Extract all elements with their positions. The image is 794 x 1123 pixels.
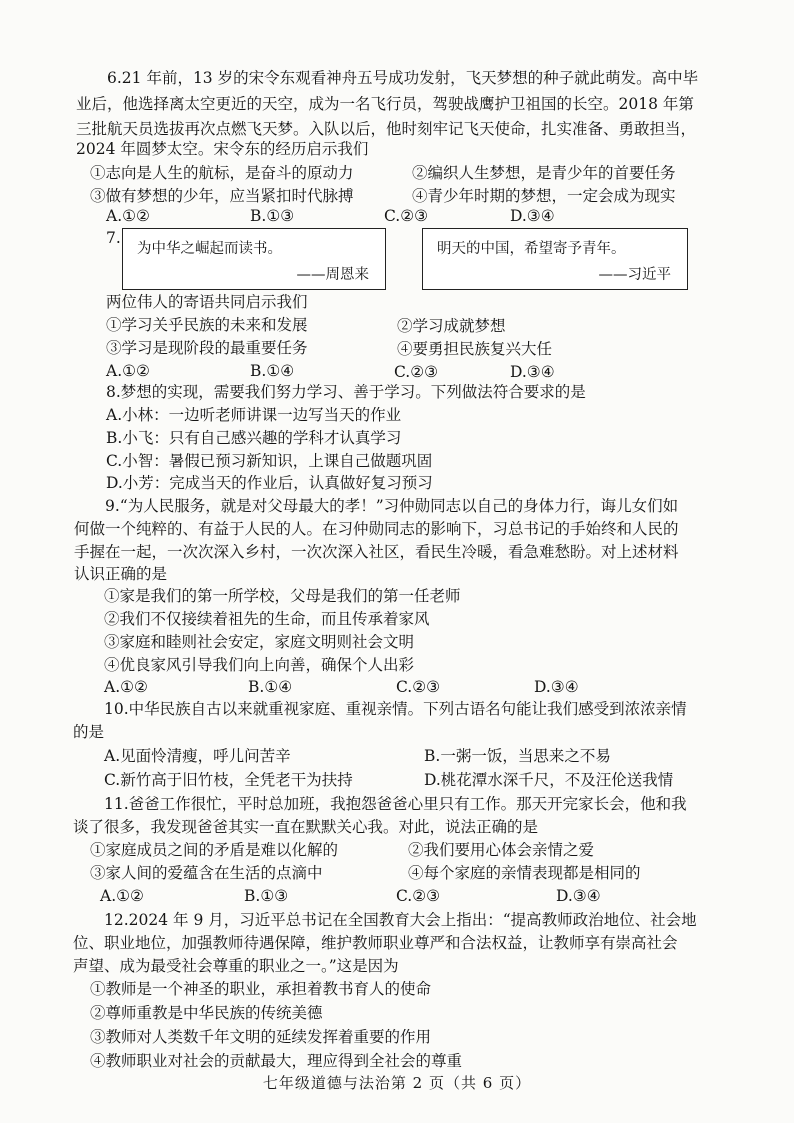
quote-xi-author: ——习近平 (598, 267, 671, 283)
q6-line-4: 2024 年圆梦太空。宋令东的经历启示我们 (76, 140, 369, 158)
q7-item-2: ②学习成就梦想 (397, 317, 506, 335)
q9-option-d: D.③④ (534, 678, 579, 696)
q6-option-a: A.①② (106, 207, 150, 225)
q10-option-d: D.桃花潭水深千尺，不及汪伦送我情 (424, 771, 674, 789)
q9-item-1: ①家是我们的第一所学校，父母是我们的第一任老师 (104, 587, 461, 605)
q6-item-2: ②编织人生梦想，是青少年的首要任务 (412, 164, 676, 182)
q6-line-3: 三批航天员选拔再次点燃飞天梦。入队以后，他时刻牢记飞天使命，扎实准备、勇敢担当， (76, 120, 697, 138)
q9-option-b: B.①④ (248, 678, 293, 696)
q11-item-3: ③家人间的爱蕴含在生活的点滴中 (90, 864, 323, 882)
q12-item-2: ②尊师重教是中华民族的传统美德 (90, 1004, 323, 1022)
q6-item-1: ①志向是人生的航标，是奋斗的原动力 (90, 164, 354, 182)
quote-zhou-author: ——周恩来 (296, 267, 369, 283)
q9-line-2: 何做一个纯粹的、有益于人民的人。在习仲勋同志的影响下，习总书记的手始终和人民的 (74, 520, 679, 538)
q9-line-4: 认识正确的是 (74, 565, 168, 583)
q11-line-2: 谈了很多，我发现爸爸其实一直在默默关心我。对此，说法正确的是 (73, 818, 539, 836)
q12-line-2: 位、职业地位，加强教师待遇保障，维护教师职业尊严和合法权益，让教师享有崇高社会 (73, 934, 678, 952)
q7-item-1: ①学习关乎民族的未来和发展 (106, 316, 308, 334)
q12-item-3: ③教师对人类数千年文明的延续发挥着重要的作用 (90, 1028, 432, 1046)
q12-line-3: 声望、成为最受社会尊重的职业之一。”这是因为 (73, 957, 399, 975)
page-footer: 七年级道德与法治第 2 页（共 6 页） (262, 1074, 532, 1092)
q8-option-d: D.小芳：完成当天的作业后，认真做好复习预习 (106, 474, 433, 492)
q6-item-4: ④青少年时期的梦想，一定会成为现实 (412, 187, 676, 205)
q9-option-a: A.①② (104, 678, 148, 696)
q10-line-2: 的是 (73, 723, 105, 741)
q11-option-a: A.①② (100, 887, 144, 905)
q9-line-3: 手握在一起，一次次深入乡村，一次次深入社区，看民生冷暖，看急难愁盼。对上述材料 (74, 543, 679, 561)
quote-box-xi (422, 228, 688, 290)
q11-item-2: ②我们要用心体会亲情之爱 (408, 841, 595, 859)
q11-item-4: ④每个家庭的亲情表现都是相同的 (408, 864, 641, 882)
quote-xi: 明天的中国，希望寄予青年。 (437, 241, 626, 257)
q7-option-d: D.③④ (510, 363, 555, 381)
q6-option-b: B.①③ (250, 207, 295, 225)
q12-item-1: ①教师是一个神圣的职业，承担着教书育人的使命 (90, 980, 432, 998)
q9-item-2: ②我们不仅接续着祖先的生命，而且传承着家风 (104, 610, 430, 628)
q9-option-c: C.②③ (396, 678, 441, 696)
quote-zhou: 为中华之崛起而读书。 (137, 241, 282, 257)
q7-option-b: B.①④ (250, 362, 295, 380)
q7-option-a: A.①② (106, 362, 150, 380)
q6-line-1: 6.21 年前，13 岁的宋令东观看神舟五号成功发射，飞天梦想的种子就此萌发。高中毕 (107, 69, 699, 87)
quote-box-zhou (122, 228, 386, 290)
q7-item-4: ④要勇担民族复兴大任 (397, 340, 553, 358)
q11-option-b: B.①③ (244, 887, 289, 905)
q11-option-d: D.③④ (556, 887, 601, 905)
q8-option-a: A.小林：一边听老师讲课一边写当天的作业 (106, 406, 402, 424)
q8-stem: 8.梦想的实现，需要我们努力学习、善于学习。下列做法符合要求的是 (106, 383, 586, 401)
q11-option-c: C.②③ (396, 887, 441, 905)
q6-option-d: D.③④ (510, 207, 555, 225)
q10-option-b: B.一粥一饭，当思来之不易 (424, 747, 611, 765)
q7-item-3: ③学习是现阶段的最重要任务 (106, 339, 308, 357)
q6-option-c: C.②③ (384, 207, 429, 225)
q12-item-4: ④教师职业对社会的贡献最大，理应得到全社会的尊重 (90, 1052, 463, 1070)
q6-line-2: 业后，他选择离太空更近的天空，成为一名飞行员，驾驶战鹰护卫祖国的长空。2018 年第 (76, 95, 694, 113)
q7-number: 7. (106, 229, 121, 247)
q10-line-1: 10.中华民族自古以来就重视家庭、重视亲情。下列古语名句能让我们感受到浓浓亲情 (104, 700, 687, 718)
q11-item-1: ①家庭成员之间的矛盾是难以化解的 (90, 841, 339, 859)
q7-option-c: C.②③ (394, 363, 439, 381)
q8-option-b: B.小飞：只有自己感兴趣的学科才认真学习 (106, 429, 402, 447)
q7-stem: 两位伟人的寄语共同启示我们 (106, 293, 308, 311)
q8-option-c: C.小智：暑假已预习新知识，上课自己做题巩固 (106, 452, 433, 470)
q12-line-1: 12.2024 年 9 月，习近平总书记在全国教育大会上指出：“提高教师政治地位、社会地 (104, 911, 697, 929)
q10-option-c: C.新竹高于旧竹枝，全凭老干为扶持 (104, 771, 353, 789)
q6-item-3: ③做有梦想的少年，应当紧扣时代脉搏 (90, 187, 354, 205)
q11-line-1: 11.爸爸工作很忙，平时总加班，我抱怨爸爸心里只有工作。那天开完家长会，他和我 (104, 795, 687, 813)
q10-option-a: A.见面怜清瘦，呼儿问苦辛 (104, 747, 291, 765)
q9-item-4: ④优良家风引导我们向上向善，确保个人出彩 (104, 656, 415, 674)
q9-item-3: ③家庭和睦则社会安定，家庭文明则社会文明 (104, 633, 415, 651)
q9-line-1: 9.“为人民服务，就是对父母最大的孝！”习仲勋同志以自己的身体力行，诲儿女们如 (105, 497, 679, 515)
